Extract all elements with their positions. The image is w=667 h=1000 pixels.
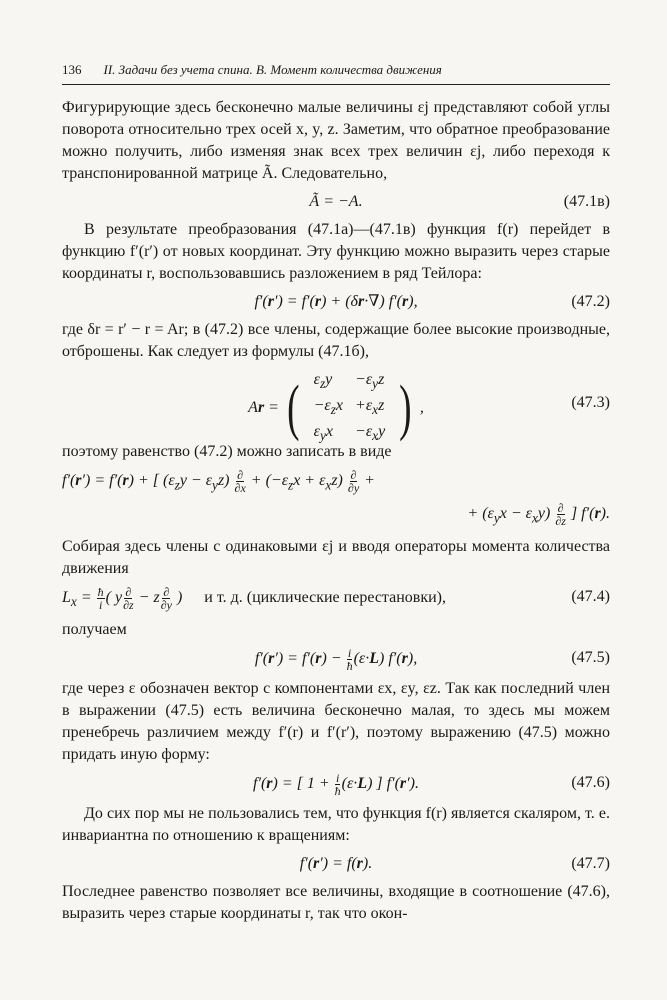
paragraph: где через ε обозначен вектор с компонентами εx, εy, εz. Так как последний член в выражении (47.5) есть величина бесконечно малая, то здесь мы можем пренебречь различием между f′(r) и f′(r′), поэтому выражению (47.5) можно придать иную форму:: [62, 680, 610, 764]
page-number: 136: [62, 62, 82, 77]
paragraph: До сих пор мы не пользовались тем, что функция f(r) является скаляром, т. е. инвариантна по отношению к вращениям:: [62, 805, 610, 845]
equation-tag: (47.1в): [563, 193, 610, 210]
running-header: [62, 62, 610, 78]
paragraph: Фигурирующие здесь бесконечно малые величины εj представляют собой углы поворота относительно трех осей x, y, z. Заметим, что обратное преобразование можно получить, либо изменяя знак всех трех величин εj, либо переходя к транспонированной матрице Ã. Следовательно,: [62, 99, 610, 182]
page-body: [62, 97, 610, 925]
equation-47-4: $L_x$ = $\frac{ħ}{i}$ ( y $\frac{\partial}{\partial z}$ − z $\frac{\partial}{\partial y}$ ) и т. д. (циклические перестановки), (47.4): [62, 584, 610, 612]
equation-tag: (47.6): [571, 774, 610, 792]
paragraph: где δr = r′ − r = Ar; в (47.2) все члены, содержащие более высокие производные, отброшены. Как следует из формулы (47.1б),: [62, 321, 610, 360]
header-rule: [62, 84, 610, 85]
paragraph: Последнее равенство позволяет все величины, входящие в соотношение (47.6), выразить через старые координаты r, так что окон-: [62, 883, 610, 923]
paragraph: В результате преобразования (47.1а)—(47.1в) функция f(r) перейдет в функцию f′(r′) от новых координат. Эту функцию можно выразить через старые координаты r, воспользовавшись разложением в ряд Тейлора:: [62, 221, 610, 282]
equation-note: и т. д. (циклические перестановки),: [204, 588, 446, 606]
equation-47-3: Ar = ( $\varepsilon_zy$ $-\varepsilon_yz$ $-\varepsilon_zx$ $+\varepsilon_xz$ $\varepsilon_yx$ $-\varepsilon_xy$ ) , (47.3): [62, 369, 610, 435]
equation-tag: (47.2): [571, 293, 610, 310]
running-title: II. Задачи без учета спина. В. Момент количества движения: [103, 62, 442, 77]
equation-47-5: f′(r′) = f′(r) − $\frac{i}{ħ}$ (ε·L) f′(r), (47.5): [254, 646, 610, 674]
equation-tag: (47.4): [571, 587, 610, 605]
paragraph: поэтому равенство (47.2) можно записать в виде: [62, 443, 392, 460]
equation-expansion-line2: + $(\varepsilon_yx - \varepsilon_xy)$ $\frac{\partial}{\partial z}$ ] f′(r).: [467, 501, 610, 529]
equation-tag: (47.5): [571, 649, 610, 667]
equation-expansion-line1: f′(r′) = f′(r) + [ $(\varepsilon_zy - \varepsilon_yz)$ $\frac{\partial}{\partial x}$ + $(-\varepsilon_zx + \varepsilon_xz)$ $\frac{\partial}{\partial y}$ +: [62, 468, 375, 495]
equation-tag: (47.7): [571, 855, 610, 873]
equation-47-2: f′(r′) = f′(r) + (δr·∇) f′(r), (47.2): [62, 291, 610, 313]
matrix: $\varepsilon_zy$ $-\varepsilon_yz$ $-\varepsilon_zx$ $+\varepsilon_xz$ $\varepsilon_yx$ $-\varepsilon_xy$: [313, 371, 386, 444]
paragraph: Собирая здесь члены с одинаковыми εj и вводя операторы момента количества движения: [62, 537, 610, 577]
equation-tag: (47.3): [571, 394, 610, 411]
equation-47-6: f′(r) = [ 1 + $\frac{i}{ħ}$ (ε·L) ] f′(r′). (47.6): [253, 771, 610, 799]
equation-47-7: f′(r′) = f(r). (47.7): [62, 853, 610, 875]
equation-47-1v: Ã = −A. (47.1в): [62, 191, 610, 213]
paragraph: получаем: [62, 621, 127, 639]
